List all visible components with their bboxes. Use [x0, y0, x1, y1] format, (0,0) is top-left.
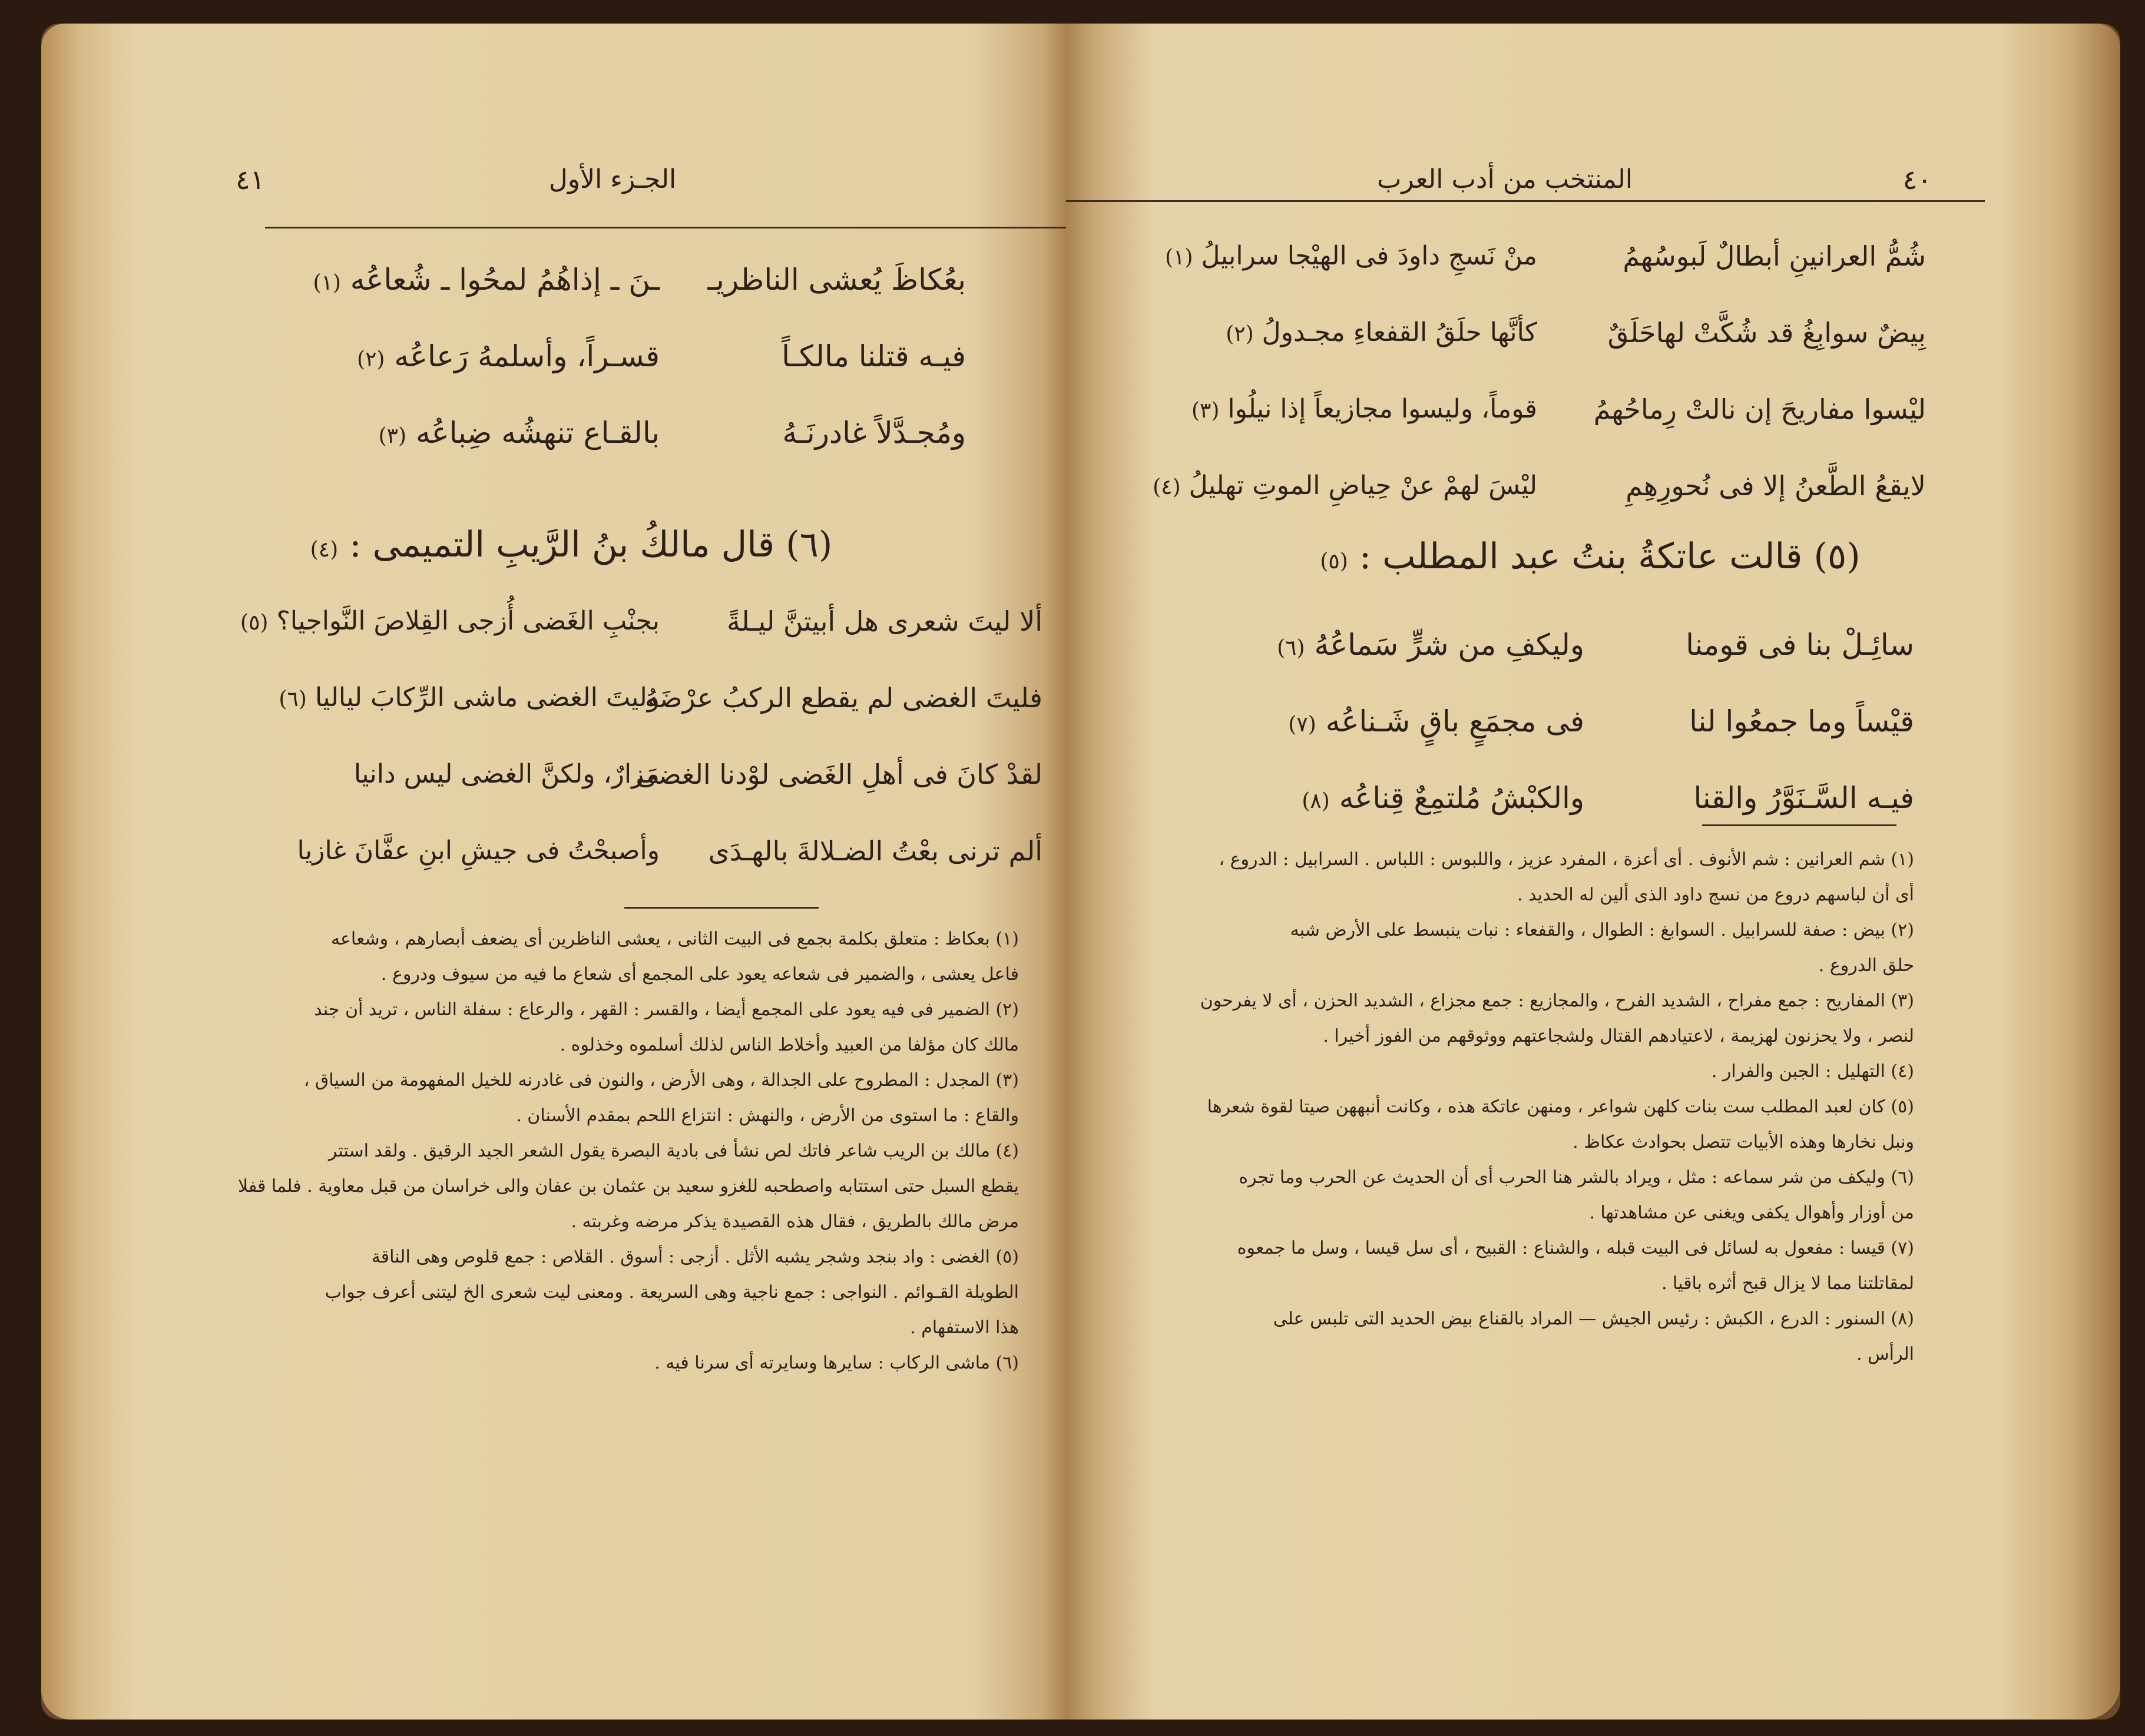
verse-text: وليتَ الغضى ماشى الرِّكابَ لياليا — [315, 683, 660, 713]
verse-text: بجنْبِ الغَضى أُزجى القِلاصَ النَّواجيا؟ — [276, 606, 660, 636]
left-notes-rule — [624, 907, 819, 909]
verse-footnote-number: (٥) — [240, 611, 269, 635]
verse — [1113, 371, 1926, 448]
verse-first-hemistich: بعُكاظَ يُعشى الناظريـ — [707, 263, 966, 297]
footnote-line: فاعل يعشى ، والضمير فى شعاعه يعود على المجمع أى شعاع ما فيه من سيوف ودروع . — [380, 964, 1019, 985]
footnote-line: (٦) ماشى الركاب : سايرها وسايرته أى سرنا فيه . — [654, 1353, 1019, 1373]
verse-text: ـنَ ـ إذاهُمُ لمحُوا ـ شُعاعُه — [350, 263, 660, 297]
verse-first-hemistich: فيـه السَّـنَوَّرُ والقنا — [1693, 781, 1914, 815]
verse — [1113, 448, 1926, 524]
verse-first-hemistich: ليْسوا مفاريحَ إن نالتْ رِماحُهمُ — [1593, 393, 1926, 425]
verse-second-hemistich — [313, 241, 660, 322]
verse-second-hemistich — [1226, 294, 1537, 373]
right-verses-top — [1113, 218, 1926, 524]
verse — [347, 318, 966, 395]
verse-text: مَزارٌ، ولكنَّ الغضى ليس دانيا — [353, 759, 660, 789]
verse-footnote-number: (٢) — [357, 347, 385, 372]
verse — [240, 583, 1042, 660]
verse-text: بالقـاع تنهشُه ضِباعُه — [415, 416, 660, 450]
verse-first-hemistich: شُمُّ العرانينِ أبطالٌ لَبوسُهمُ — [1623, 240, 1926, 272]
verse-second-hemistich — [357, 318, 660, 398]
verse-second-hemistich — [379, 395, 660, 475]
right-header-rule — [1066, 200, 1985, 202]
verse-second-hemistich — [1153, 448, 1537, 526]
heading-footnote-number: (٥) — [1320, 549, 1348, 574]
left-poem-heading — [247, 524, 895, 565]
verse-first-hemistich: فليتَ الغضى لم يقطع الركبُ عرْضَهُ — [644, 682, 1042, 714]
verse-footnote-number: (٣) — [1191, 399, 1220, 423]
right-notes-rule — [1702, 824, 1896, 826]
verse-text: قوماً، وليسوا مجازيعاً إذا نيلُوا — [1227, 394, 1537, 424]
verse-footnote-number: (١) — [313, 271, 341, 295]
verse-second-hemistich — [1277, 607, 1584, 687]
verse-second-hemistich — [279, 660, 660, 738]
footnote-line: والقاع : ما استوى من الأرض ، والنهش : انتزاع اللحم بمقدم الأسنان . — [516, 1105, 1019, 1126]
right-verses-bottom — [1160, 607, 1914, 836]
verse-second-hemistich — [297, 813, 660, 889]
right-page — [1066, 24, 2120, 1720]
verse-first-hemistich: ومُجـدَّلاً غادرنَـهُ — [782, 416, 966, 450]
verse-footnote-number: (٣) — [378, 424, 407, 448]
footnote-line: (١) شم العرانين : شم الأنوف . أى أعزة ، المفرد عزيز ، واللبوس : اللباس . السرابيل : الدروع ، — [1219, 849, 1914, 870]
footnote-line: (٨) السنور : الدرع ، الكبش : رئيس الجيش — المراد بالقناع بيض الحديد التى تلبس على — [1273, 1308, 1914, 1329]
verse — [259, 813, 1042, 889]
verse-first-hemistich: لايقعُ الطَّعنُ إلا فى نُحورِهِمِ — [1626, 470, 1926, 502]
left-running-title: الجـزء الأول — [548, 164, 677, 194]
verse-first-hemistich: لقدْ كانَ فى أهلِ الغَضى لوْدنا الغضى — [635, 758, 1042, 790]
footnote-line: لنصر ، ولا يحزنون لهزيمة ، لاعتيادهم القتال ولشجاعتهم ووثوقهم من الفوز أخيرا . — [1323, 1026, 1914, 1046]
verse-text: قسـراً، وأسلمهُ رَعاعُه — [394, 339, 660, 373]
verse-second-hemistich — [354, 736, 660, 813]
right-poem-heading — [1296, 536, 1885, 577]
left-page-number: ٤١ — [236, 164, 265, 196]
right-page-number: ٤٠ — [1902, 164, 1932, 196]
footnote-line: (١) بعكاظ : متعلق بكلمة بجمع فى البيت الثانى ، يعشى الناظرين أى يضعف أبصارهم ، وشعاعه — [330, 929, 1019, 949]
verse — [259, 660, 1042, 736]
heading-footnote-number: (٤) — [310, 538, 339, 562]
verse-text: وليكفِ من شرٍّ سَماعُهُ — [1314, 628, 1584, 662]
verse-footnote-number: (٦) — [1277, 636, 1305, 660]
footnote-line: يقطع السبل حتى استتابه واصطحبه للغزو سعيد بن عثمان بن عفان والى خراسان من قبل معاوية . فلما قفلا — [237, 1176, 1019, 1197]
verse-second-hemistich — [1288, 683, 1584, 763]
left-page-header — [41, 156, 1066, 203]
verse — [1113, 294, 1926, 371]
verse-footnote-number: (٢) — [1226, 322, 1254, 346]
verse-second-hemistich — [1191, 371, 1537, 449]
verse-footnote-number: (١) — [1165, 246, 1193, 270]
verse-first-hemistich: ألا ليتَ شعرى هل أبيتنَّ ليـلةً — [726, 605, 1042, 637]
verse-text: والكبْشُ مُلتمِعٌ قِناعُه — [1339, 781, 1584, 815]
footnote-line: (٢) بيض : صفة للسرابيل . السوابغ : الطوال ، والقفعاء : نبات ينبسط على الأرض شبه — [1290, 920, 1914, 940]
footnote-line: ونبل نخارها وهذه الأبيات تتصل بحوادث عكاظ . — [1573, 1132, 1914, 1152]
left-page — [41, 24, 1066, 1720]
verse — [347, 395, 966, 471]
right-footnotes — [1090, 842, 1914, 1372]
left-header-rule — [265, 227, 1066, 228]
verse-text: منْ نَسجِ داودَ فى الهيْجا سرابيلُ — [1201, 241, 1537, 271]
verse-footnote-number: (٦) — [279, 687, 307, 711]
left-footnotes — [236, 922, 1019, 1381]
verse — [1160, 683, 1914, 760]
footnote-line: (٥) الغضى : واد بنجد وشجر يشبه الأثل . أزجى : أسوق . القلاص : جمع قلوص وهى الناقة — [371, 1247, 1019, 1267]
verse-first-hemistich: قيْساً وما جمعُوا لنا — [1689, 704, 1914, 738]
footnote-line: (٤) التهليل : الجبن والفرار . — [1711, 1061, 1914, 1082]
verse — [1113, 218, 1926, 294]
verse-text: وأصبحْتُ فى جيشِ ابنِ عفَّانَ غازيا — [297, 836, 660, 866]
footnote-line: الطويلة القـوائم . النواجى : جمع ناجية وهى السريعة . ومعنى ليت شعرى الخ ليتنى أعرف جواب — [325, 1282, 1019, 1303]
verse — [259, 736, 1042, 813]
verse-first-hemistich: سائِـلْ بنا فى قومنا — [1686, 628, 1914, 662]
footnote-line: الرأس . — [1856, 1344, 1914, 1364]
verse — [313, 241, 966, 318]
footnote-line: (٦) وليكف من شر سماعه : مثل ، ويراد بالشر هنا الحرب أى أن الحديث عن الحرب وما تجره — [1239, 1167, 1914, 1188]
verse-first-hemistich: ألم ترنى بعْتُ الضـلالةَ بالهـدَى — [708, 835, 1042, 867]
verse-second-hemistich — [1165, 218, 1537, 296]
heading-text: (٥) قالت عاتكةُ بنتُ عبد المطلب : — [1359, 536, 1861, 577]
verse-text: ليْسَ لهمْ عنْ حِياضِ الموتِ تهليلُ — [1189, 471, 1537, 501]
verse-second-hemistich — [240, 583, 660, 661]
footnote-line: مرض مالك بالطريق ، فقال هذه القصيدة يذكر مرضه وغربته . — [571, 1211, 1019, 1232]
footnote-line: (٤) مالك بن الريب شاعر فاتك لص نشأ فى بادية البصرة يقول الشعر الجيد الرقيق . ولقد استتر — [328, 1141, 1019, 1161]
verse-first-hemistich: فيـه قتلنا مالكـاً — [782, 339, 966, 373]
footnote-line: (٥) كان لعبد المطلب ست بنات كلهن شواعر ، ومنهن عاتكة هذه ، وكانت أنبههن صيتا لقوة شعرها — [1207, 1096, 1914, 1117]
verse-first-hemistich: بِيضٌ سوابِغُ قد شُكَّتْ لهاحَلَقٌ — [1607, 317, 1926, 349]
verse-second-hemistich — [1302, 760, 1584, 840]
verse-footnote-number: (٨) — [1302, 789, 1330, 813]
footnote-line: (٢) الضمير فى فيه يعود على المجمع أيضا ، والقسر : القهر ، والرعاع : سفلة الناس ، تريد أن جند — [314, 999, 1019, 1020]
heading-text: (٦) قال مالكُ بنُ الرَّيبِ التميمى : — [349, 524, 833, 565]
left-verses-top — [313, 241, 966, 471]
footnote-line: مالك كان مؤلفا من العبيد وأخلاط الناس لذلك أسلموه وخذلوه . — [560, 1035, 1019, 1055]
right-page-header — [1066, 156, 2120, 203]
right-running-title: المنتخب من أدب العرب — [1376, 164, 1633, 194]
footnote-line: (٣) المفاريح : جمع مفراح ، الشديد الفرح ، والمجازيع : جمع مجزاع ، الشديد الحزن ، أى لا يفرحون — [1200, 990, 1914, 1011]
footnote-line: من أوزار وأهوال يكفى ويغنى عن مشاهدتها . — [1589, 1202, 1914, 1223]
footnote-line: لمقاتلتنا مما لا يزال قبح أثره باقيا . — [1661, 1273, 1914, 1294]
verse-text: فى مجمَعٍ باقٍ شَـناعُه — [1325, 704, 1584, 738]
footnote-line: أى أن لباسهم دروع من نسج داود الذى ألين له الحديد . — [1517, 884, 1914, 905]
verse-text: كأنَّها حلَقُ القفعاءِ مجـدولُ — [1262, 317, 1537, 347]
footnote-line: (٣) المجدل : المطروح على الجدالة ، وهى الأرض ، والنون فى غادرنه للخيل المفهومة من السياق ، — [303, 1070, 1019, 1091]
left-verses-bottom — [240, 583, 1042, 889]
verse — [1160, 607, 1914, 683]
book — [41, 24, 2120, 1720]
footnote-line: هذا الاستفهام . — [910, 1317, 1019, 1338]
footnote-line: (٧) قيسا : مفعول به لسائل فى البيت قبله ، والشناع : القبيح ، أى سل قيسا ، وسل ما جمعوه — [1237, 1238, 1914, 1258]
footnote-line: حلق الدروع . — [1818, 955, 1914, 976]
verse-footnote-number: (٧) — [1288, 713, 1316, 737]
verse-footnote-number: (٤) — [1153, 475, 1181, 499]
